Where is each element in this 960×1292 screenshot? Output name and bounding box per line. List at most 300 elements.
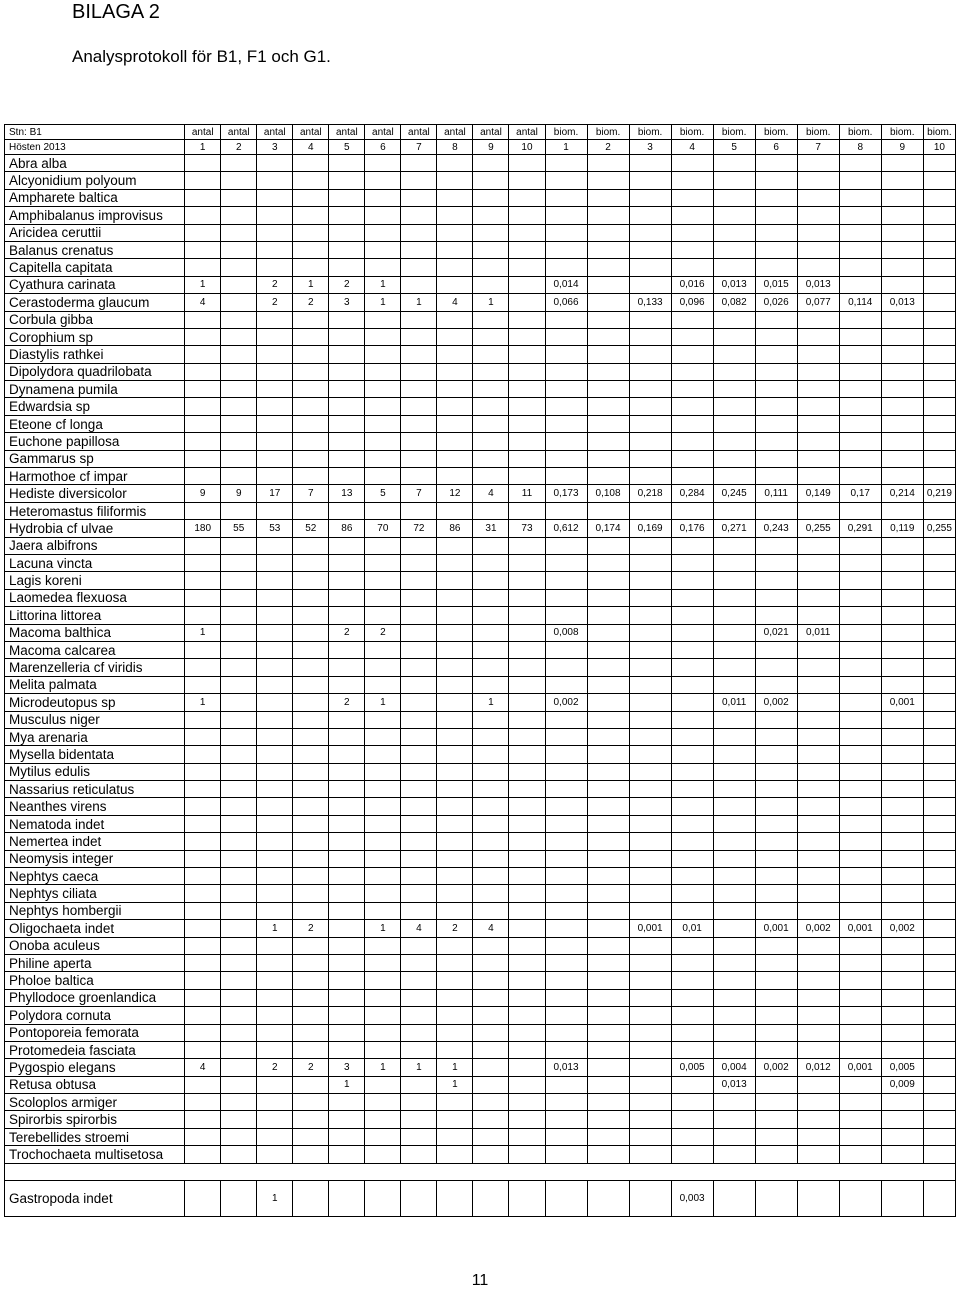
table-cell xyxy=(221,241,257,258)
table-cell xyxy=(881,1007,923,1024)
table-cell xyxy=(221,346,257,363)
table-cell xyxy=(545,798,587,815)
table-cell xyxy=(329,659,365,676)
table-cell xyxy=(293,815,329,832)
table-cell: 0,001 xyxy=(755,920,797,937)
table-cell xyxy=(671,328,713,345)
table-cell xyxy=(509,989,545,1006)
table-cell xyxy=(923,1059,955,1076)
table-cell xyxy=(509,155,545,172)
table-cell xyxy=(509,572,545,589)
table-cell xyxy=(713,920,755,937)
table-cell: 1 xyxy=(257,920,293,937)
table-cell xyxy=(185,241,221,258)
table-cell xyxy=(671,172,713,189)
table-cell xyxy=(293,746,329,763)
table-cell xyxy=(257,1111,293,1128)
table-cell xyxy=(473,381,509,398)
table-cell: 2 xyxy=(293,294,329,311)
spacer-row xyxy=(5,1163,956,1180)
table-cell xyxy=(365,711,401,728)
table-cell xyxy=(839,728,881,745)
table-cell xyxy=(545,1007,587,1024)
table-cell xyxy=(329,328,365,345)
table-cell xyxy=(881,502,923,519)
table-cell xyxy=(185,989,221,1006)
table-cell xyxy=(923,189,955,206)
table-cell xyxy=(881,902,923,919)
table-cell xyxy=(437,554,473,571)
table-cell xyxy=(257,207,293,224)
table-cell xyxy=(293,259,329,276)
table-row xyxy=(5,1076,956,1093)
table-cell xyxy=(839,954,881,971)
table-cell xyxy=(329,1041,365,1058)
table-cell xyxy=(473,1111,509,1128)
table-cell xyxy=(257,1041,293,1058)
table-cell xyxy=(629,207,671,224)
table-row xyxy=(5,1024,956,1041)
table-cell xyxy=(221,937,257,954)
table-cell: 2 xyxy=(257,294,293,311)
table-cell xyxy=(923,607,955,624)
table-cell xyxy=(509,815,545,832)
table-cell xyxy=(629,728,671,745)
table-cell xyxy=(629,363,671,380)
row-label: Mya arenaria xyxy=(5,728,185,745)
table-cell xyxy=(365,746,401,763)
table-cell xyxy=(293,311,329,328)
table-cell xyxy=(509,415,545,432)
table-cell xyxy=(365,885,401,902)
table-cell xyxy=(713,833,755,850)
table-cell: 1 xyxy=(185,624,221,641)
table-cell xyxy=(437,433,473,450)
table-cell xyxy=(365,589,401,606)
table-cell xyxy=(671,815,713,832)
table-cell xyxy=(629,1146,671,1163)
table-cell: 1 xyxy=(365,294,401,311)
table-cell xyxy=(923,433,955,450)
table-cell xyxy=(881,676,923,693)
table-cell xyxy=(365,311,401,328)
table-cell xyxy=(797,381,839,398)
table-cell xyxy=(401,694,437,711)
table-cell xyxy=(185,415,221,432)
table-cell xyxy=(587,589,629,606)
table-cell xyxy=(839,815,881,832)
table-cell xyxy=(881,1094,923,1111)
table-cell xyxy=(629,241,671,258)
table-cell xyxy=(629,850,671,867)
table-cell xyxy=(881,450,923,467)
table-cell xyxy=(587,1094,629,1111)
table-cell xyxy=(509,276,545,293)
table-cell xyxy=(473,937,509,954)
table-cell xyxy=(923,1146,955,1163)
row-label: Lagis koreni xyxy=(5,572,185,589)
page-title: BILAGA 2 xyxy=(72,1,160,23)
table-cell xyxy=(839,694,881,711)
table-cell xyxy=(797,363,839,380)
table-cell xyxy=(329,537,365,554)
table-cell xyxy=(881,328,923,345)
table-row xyxy=(5,485,956,502)
table-cell xyxy=(185,746,221,763)
table-cell xyxy=(401,224,437,241)
table-cell xyxy=(839,172,881,189)
table-cell xyxy=(755,850,797,867)
table-cell xyxy=(509,589,545,606)
table-cell xyxy=(401,676,437,693)
table-cell: 0,284 xyxy=(671,485,713,502)
table-cell xyxy=(923,1180,955,1216)
table-cell xyxy=(257,433,293,450)
table-cell xyxy=(509,972,545,989)
table-cell xyxy=(587,746,629,763)
table-cell: 86 xyxy=(437,520,473,537)
table-cell xyxy=(923,398,955,415)
table-cell xyxy=(185,259,221,276)
table-cell xyxy=(401,798,437,815)
table-cell xyxy=(293,641,329,658)
table-cell xyxy=(629,502,671,519)
table-cell xyxy=(473,468,509,485)
table-cell xyxy=(401,433,437,450)
table-cell xyxy=(713,641,755,658)
table-cell: 0,174 xyxy=(587,520,629,537)
table-cell xyxy=(755,224,797,241)
table-cell xyxy=(881,850,923,867)
table-cell xyxy=(713,415,755,432)
table-cell xyxy=(329,920,365,937)
table-cell xyxy=(185,363,221,380)
table-cell xyxy=(401,868,437,885)
table-cell xyxy=(713,868,755,885)
table-cell: 0,001 xyxy=(629,920,671,937)
table-cell xyxy=(437,763,473,780)
table-cell xyxy=(881,972,923,989)
table-cell xyxy=(629,450,671,467)
table-cell xyxy=(629,572,671,589)
table-row xyxy=(5,189,956,206)
table-cell: 2 xyxy=(329,624,365,641)
table-cell xyxy=(401,659,437,676)
table-cell: 0,173 xyxy=(545,485,587,502)
table-cell xyxy=(365,259,401,276)
table-cell xyxy=(257,589,293,606)
table-cell: 7 xyxy=(293,485,329,502)
table-cell xyxy=(755,728,797,745)
table-cell: 0,013 xyxy=(713,1076,755,1093)
table-cell xyxy=(401,1041,437,1058)
table-cell xyxy=(755,798,797,815)
table-cell xyxy=(755,937,797,954)
table-cell xyxy=(839,763,881,780)
table-cell xyxy=(881,433,923,450)
page-number: 11 xyxy=(471,1272,489,1289)
table-cell xyxy=(293,972,329,989)
table-cell xyxy=(365,1076,401,1093)
table-cell xyxy=(545,415,587,432)
table-cell xyxy=(629,711,671,728)
table-cell xyxy=(671,989,713,1006)
table-cell xyxy=(587,920,629,937)
table-cell xyxy=(629,589,671,606)
table-cell xyxy=(509,902,545,919)
row-label: Microdeutopus sp xyxy=(5,694,185,711)
table-row xyxy=(5,294,956,311)
table-cell xyxy=(923,1076,955,1093)
table-cell: 3 xyxy=(629,140,671,155)
table-cell xyxy=(185,607,221,624)
table-cell xyxy=(293,468,329,485)
table-cell xyxy=(185,815,221,832)
table-cell xyxy=(365,1024,401,1041)
table-cell xyxy=(221,328,257,345)
table-cell xyxy=(587,328,629,345)
table-cell xyxy=(545,189,587,206)
table-cell xyxy=(839,189,881,206)
table-cell xyxy=(545,676,587,693)
table-cell xyxy=(401,207,437,224)
table-cell xyxy=(671,537,713,554)
table-cell xyxy=(839,781,881,798)
table-cell xyxy=(671,659,713,676)
table-cell xyxy=(365,1094,401,1111)
analysis-table xyxy=(4,124,956,1217)
table-cell xyxy=(587,694,629,711)
table-cell xyxy=(713,554,755,571)
table-cell xyxy=(629,885,671,902)
table-cell xyxy=(629,972,671,989)
table-cell: 9 xyxy=(881,140,923,155)
table-cell xyxy=(839,833,881,850)
table-cell xyxy=(923,833,955,850)
table-cell xyxy=(437,241,473,258)
table-cell xyxy=(365,1146,401,1163)
table-cell: 1 xyxy=(473,694,509,711)
table-cell xyxy=(293,224,329,241)
table-cell xyxy=(365,1007,401,1024)
table-cell xyxy=(221,659,257,676)
table-cell: 0,003 xyxy=(671,1180,713,1216)
table-cell xyxy=(923,589,955,606)
table-cell xyxy=(509,885,545,902)
table-cell xyxy=(713,902,755,919)
table-cell xyxy=(401,189,437,206)
table-cell: 9 xyxy=(221,485,257,502)
table-cell xyxy=(473,902,509,919)
table-cell xyxy=(587,224,629,241)
table-cell xyxy=(509,920,545,937)
table-cell xyxy=(839,868,881,885)
table-cell xyxy=(437,815,473,832)
table-cell xyxy=(755,1094,797,1111)
table-cell xyxy=(221,1024,257,1041)
table-cell xyxy=(587,363,629,380)
table-cell xyxy=(437,1007,473,1024)
table-cell xyxy=(473,589,509,606)
table-row xyxy=(5,311,956,328)
table-cell xyxy=(923,1111,955,1128)
table-cell: 0,026 xyxy=(755,294,797,311)
table-cell xyxy=(671,468,713,485)
table-cell xyxy=(437,398,473,415)
row-label: Euchone papillosa xyxy=(5,433,185,450)
table-cell xyxy=(473,259,509,276)
table-cell xyxy=(839,850,881,867)
table-cell xyxy=(545,659,587,676)
table-cell xyxy=(221,885,257,902)
table-cell xyxy=(839,624,881,641)
table-cell xyxy=(221,224,257,241)
table-cell: 0,014 xyxy=(545,276,587,293)
table-cell xyxy=(329,885,365,902)
table-cell xyxy=(755,259,797,276)
table-cell xyxy=(329,554,365,571)
table-cell xyxy=(629,1076,671,1093)
table-cell xyxy=(587,676,629,693)
table-cell xyxy=(365,1128,401,1145)
table-cell xyxy=(713,363,755,380)
table-cell: 0,001 xyxy=(839,1059,881,1076)
table-cell xyxy=(509,728,545,745)
table-cell xyxy=(629,902,671,919)
table-cell xyxy=(437,607,473,624)
table-cell xyxy=(401,850,437,867)
table-cell xyxy=(473,433,509,450)
table-cell xyxy=(671,1007,713,1024)
table-cell xyxy=(713,155,755,172)
table-cell xyxy=(881,798,923,815)
table-cell xyxy=(923,241,955,258)
table-cell xyxy=(923,641,955,658)
table-cell xyxy=(437,450,473,467)
table-cell xyxy=(293,676,329,693)
table-cell xyxy=(629,833,671,850)
table-cell xyxy=(365,172,401,189)
table-cell xyxy=(797,641,839,658)
table-cell xyxy=(629,537,671,554)
table-cell xyxy=(185,1111,221,1128)
table-cell xyxy=(545,607,587,624)
table-cell: 1 xyxy=(185,276,221,293)
table-row xyxy=(5,381,956,398)
table-cell xyxy=(587,1059,629,1076)
table-cell xyxy=(755,1146,797,1163)
table-cell xyxy=(473,763,509,780)
table-cell xyxy=(713,885,755,902)
table-cell xyxy=(923,450,955,467)
table-cell xyxy=(587,659,629,676)
table-cell xyxy=(881,833,923,850)
table-cell xyxy=(257,415,293,432)
table-cell xyxy=(329,746,365,763)
table-cell xyxy=(185,954,221,971)
table-cell: 4 xyxy=(671,140,713,155)
table-cell xyxy=(509,311,545,328)
table-cell xyxy=(437,1128,473,1145)
table-cell xyxy=(545,1024,587,1041)
table-cell: 0,013 xyxy=(545,1059,587,1076)
table-cell xyxy=(923,276,955,293)
table-cell xyxy=(545,885,587,902)
table-cell xyxy=(881,781,923,798)
table-cell xyxy=(257,398,293,415)
row-label: Amphibalanus improvisus xyxy=(5,207,185,224)
table-cell xyxy=(437,276,473,293)
table-cell xyxy=(797,607,839,624)
table-cell: 0,255 xyxy=(797,520,839,537)
table-cell xyxy=(839,746,881,763)
table-cell xyxy=(713,624,755,641)
table-cell xyxy=(401,1111,437,1128)
table-cell xyxy=(629,1007,671,1024)
table-cell xyxy=(923,537,955,554)
table-cell xyxy=(509,954,545,971)
table-cell xyxy=(257,450,293,467)
table-cell xyxy=(545,954,587,971)
table-cell xyxy=(221,607,257,624)
table-cell xyxy=(509,363,545,380)
table-cell xyxy=(629,189,671,206)
table-cell xyxy=(587,468,629,485)
table-cell xyxy=(365,937,401,954)
table-cell xyxy=(365,502,401,519)
table-cell xyxy=(671,1076,713,1093)
table-cell: 13 xyxy=(329,485,365,502)
table-cell xyxy=(755,241,797,258)
table-cell xyxy=(329,207,365,224)
table-cell xyxy=(671,572,713,589)
table-cell xyxy=(185,763,221,780)
table-cell xyxy=(881,711,923,728)
table-cell xyxy=(221,763,257,780)
table-cell xyxy=(401,502,437,519)
table-cell xyxy=(293,172,329,189)
table-cell xyxy=(473,868,509,885)
table-cell xyxy=(671,1024,713,1041)
table-cell xyxy=(365,763,401,780)
table-cell xyxy=(185,1180,221,1216)
table-cell xyxy=(509,937,545,954)
table-cell xyxy=(755,781,797,798)
table-cell xyxy=(671,902,713,919)
table-cell xyxy=(365,641,401,658)
table-cell xyxy=(221,450,257,467)
table-cell xyxy=(629,433,671,450)
table-cell xyxy=(713,259,755,276)
table-cell: 7 xyxy=(401,140,437,155)
table-cell: biom. xyxy=(545,125,587,140)
table-cell xyxy=(713,502,755,519)
table-cell xyxy=(671,746,713,763)
table-cell xyxy=(257,241,293,258)
table-cell xyxy=(587,311,629,328)
table-cell xyxy=(401,989,437,1006)
table-cell xyxy=(401,155,437,172)
table-cell: 0,002 xyxy=(797,920,839,937)
row-label: Mysella bidentata xyxy=(5,746,185,763)
header-row-station xyxy=(5,125,956,140)
table-cell: 0,001 xyxy=(839,920,881,937)
table-cell xyxy=(629,276,671,293)
table-cell xyxy=(587,711,629,728)
table-cell xyxy=(401,1024,437,1041)
table-cell xyxy=(797,259,839,276)
table-cell xyxy=(755,989,797,1006)
